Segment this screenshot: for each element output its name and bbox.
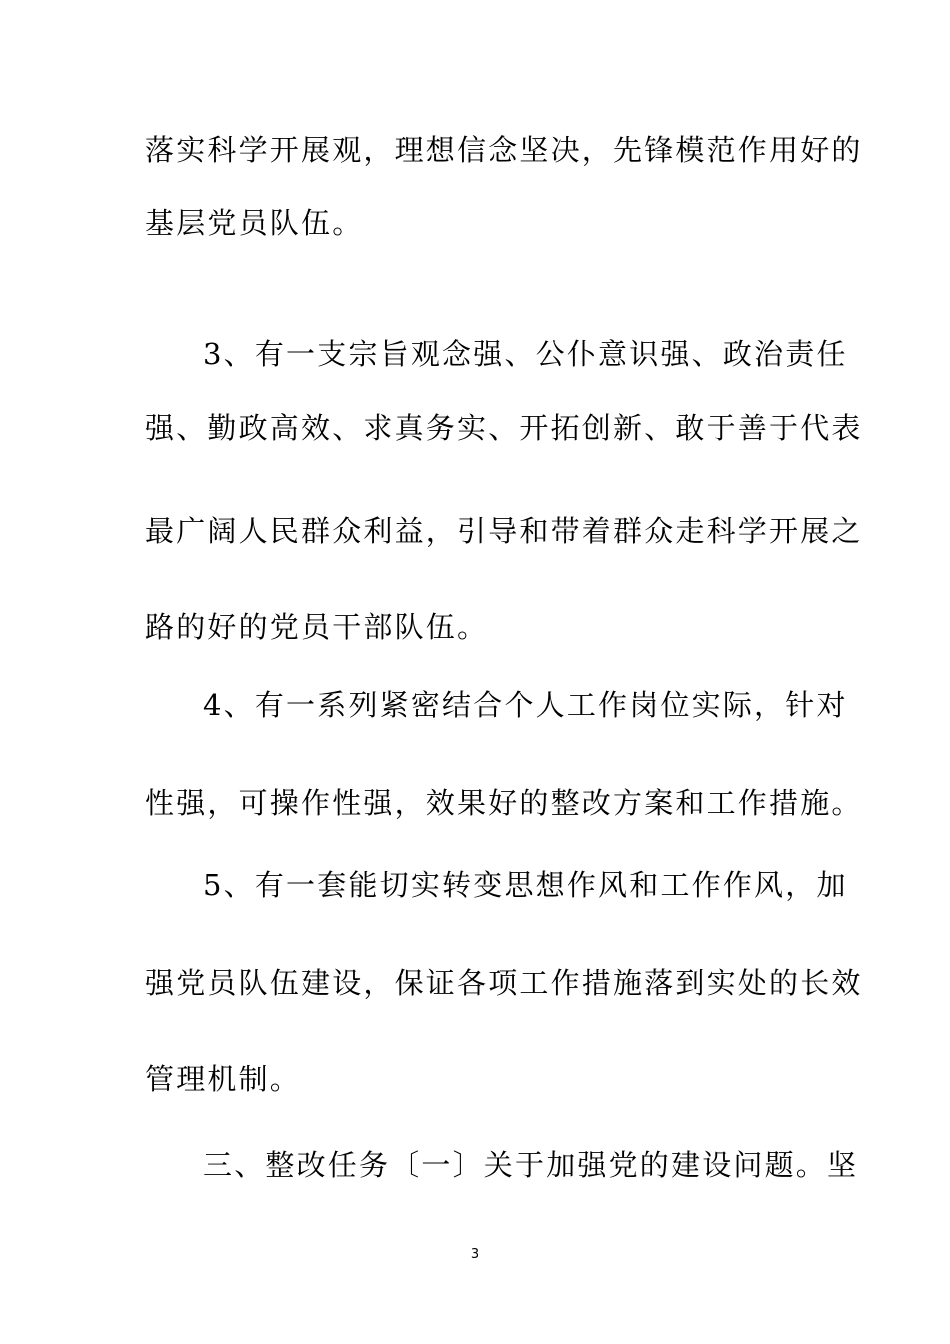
body-text-line-1: 落实科学开展观，理想信念坚决，先锋模范作用好的: [145, 133, 863, 167]
list-item-3-line-4: 路的好的党员干部队伍。: [145, 610, 489, 644]
list-item-4-line-2: 性强，可操作性强，效果好的整改方案和工作措施。: [145, 786, 863, 820]
list-item-3-line-3: 最广阔人民群众利益，引导和带着群众走科学开展之: [145, 514, 863, 548]
list-item-5-line-1: 5、有一套能切实转变思想作风和工作作风，加: [203, 868, 848, 902]
list-item-3-line-1: 3、有一支宗旨观念强、公仆意识强、政治责任: [203, 337, 848, 371]
list-item-3-line-2: 强、勤政高效、求真务实、开拓创新、敢于善于代表: [145, 411, 863, 445]
section-heading-line: 三、整改任务〔一〕关于加强党的建设问题。坚: [203, 1148, 859, 1182]
body-text-line-2: 基层党员队伍。: [145, 206, 364, 240]
list-item-5-line-2: 强党员队伍建设，保证各项工作措施落到实处的长效: [145, 966, 863, 1000]
list-item-4-line-1: 4、有一系列紧密结合个人工作岗位实际，针对: [203, 688, 848, 722]
list-item-5-line-3: 管理机制。: [145, 1062, 302, 1096]
page-number: 3: [470, 1247, 480, 1262]
